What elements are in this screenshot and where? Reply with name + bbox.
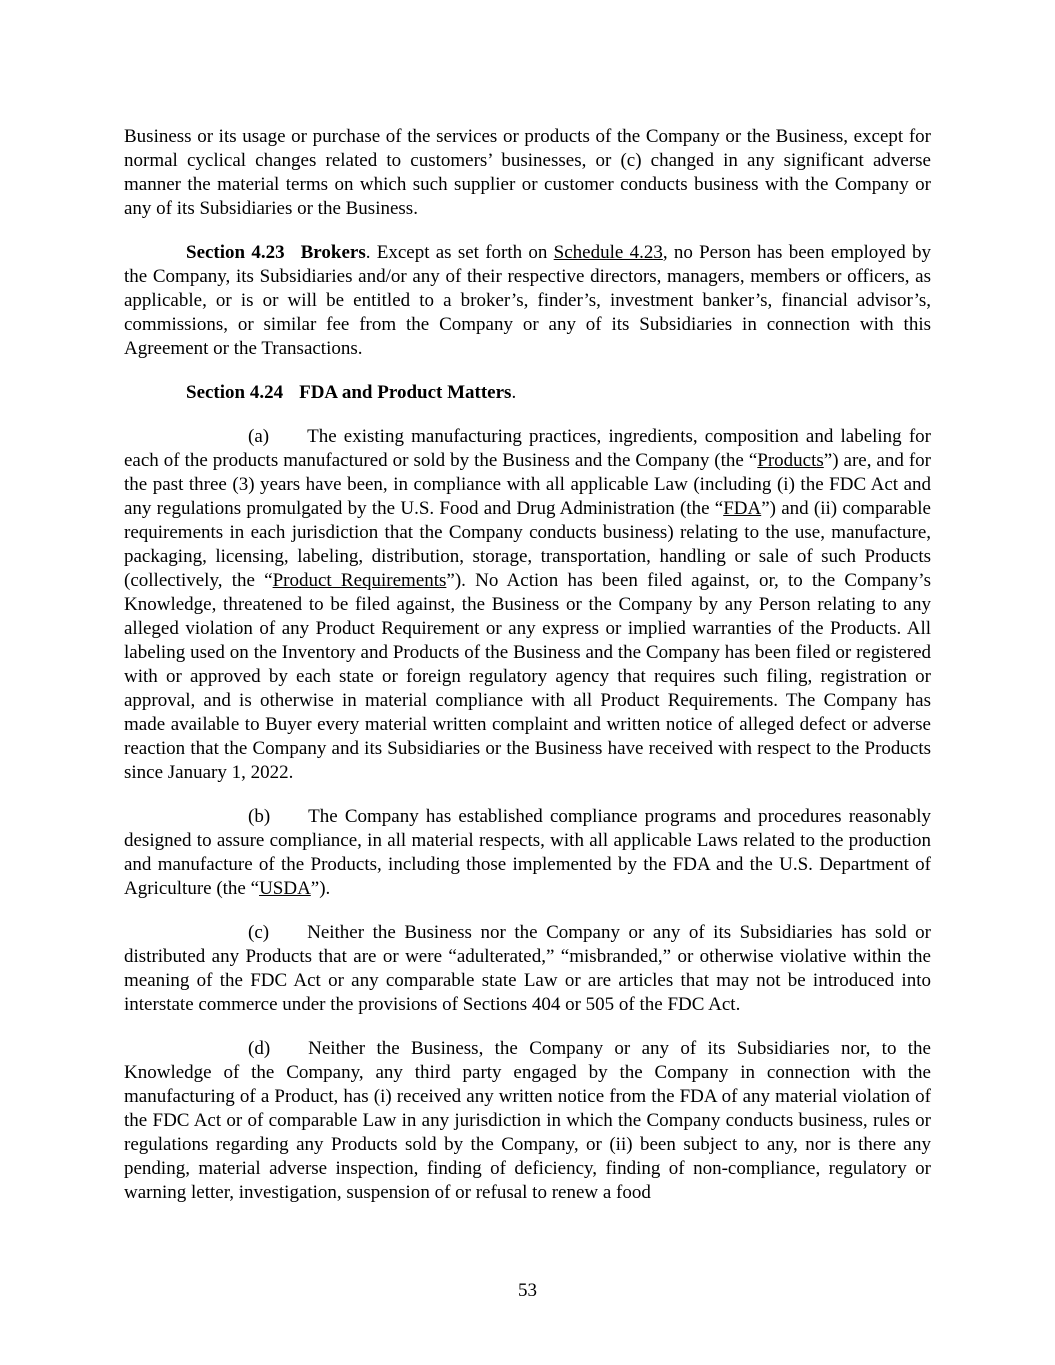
section-4-24-period: . xyxy=(511,382,517,403)
defined-term-fda: FDA xyxy=(723,498,762,519)
schedule-4-23-reference: Schedule 4.23 xyxy=(553,242,663,263)
defined-term-product-requirements: Product Requirements xyxy=(272,570,447,591)
subsection-c-text: Neither the Business nor the Company or any of its Subsidiaries has sold or distributed any Products that are or were “adulterated,” “misbranded,” or otherwise violative within the meaning of the FDC Act or any comparable state Law or are articles that may not be introduced into interstate commerce under the provisions of Sections 404 or 505 of the FDC Act. xyxy=(124,922,931,1015)
section-4-24 xyxy=(124,381,931,405)
subsection-b-text-1: The Company has established compliance programs and procedures reasonably designed to assure compliance, in all material respects, with all applicable Laws related to the production and manufacture of the Products, including those implemented by the FDA and the U.S. Department of Agriculture (the “ xyxy=(124,806,931,899)
page-number: 53 xyxy=(518,1280,537,1301)
subsection-a-text-4: ”). No Action has been filed against, or, to the Company’s Knowledge, threatened to be filed against, the Business or the Company by any Person relating to any alleged violation of any Product Requirement or any express or implied warranties of the Products. All labeling used on the Inventory and Products of the Business and the Company has been filed or registered with or approved by each state or foreign regulatory agency that requires such filing, registration or approval, and is otherwise in material compliance with all Product Requirements. The Company has made available to Buyer every material written complaint and written notice of alleged defect or adverse reaction that the Company and its Subsidiaries or the Business have received with respect to the Products since January 1, 2022. xyxy=(124,570,931,783)
subsection-b-text-2: ”). xyxy=(310,878,331,899)
subsection-c-label: (c) xyxy=(248,922,270,943)
defined-term-usda: USDA xyxy=(259,878,311,899)
section-4-23-number: Section 4.23 xyxy=(186,242,285,263)
paragraph-continued: Business or its usage or purchase of the services or products of the Company or the Business, except for normal cyclical changes related to customers’ businesses, or (c) changed in any significant adverse manner the material terms on which such supplier or customer conducts business with the Company or any of its Subsidiaries or the Business. xyxy=(124,126,931,219)
subsection-a-text-2: ”) are, and for the past three (3) years have been, in compliance with all applicable Law (including (i) the FDC Act and any regulations promulgated by the U.S. Food and Drug Administration (the “ xyxy=(124,450,932,519)
defined-term-products: Products xyxy=(757,450,824,471)
section-4-24-number: Section 4.24 xyxy=(186,382,284,403)
subsection-d-label: (d) xyxy=(248,1038,271,1059)
subsection-b-label: (b) xyxy=(248,806,271,827)
subsection-a-text-1: The existing manufacturing practices, ingredients, composition and labeling for each of the products manufactured or sold by the Business and the Company (the “ xyxy=(124,426,931,471)
section-4-24-title: FDA and Product Matters xyxy=(299,382,512,403)
subsection-c xyxy=(124,921,931,1017)
subsection-a-label: (a) xyxy=(248,426,270,447)
subsection-b xyxy=(124,805,931,901)
section-4-23-text-pre: . Except as set forth on xyxy=(365,242,554,263)
section-4-23-title: Brokers xyxy=(300,242,366,263)
subsection-a-text-3: ”) and (ii) comparable requirements in each jurisdiction that the Company conducts business) relating to the use, manufacture, packaging, licensing, labeling, distribution, storage, transportation, handling or sale of such Products (collectively, the “ xyxy=(124,498,931,591)
section-4-24-heading xyxy=(186,382,511,403)
section-4-23-text-post: , no Person has been employed by the Company, its Subsidiaries and/or any of their respective directors, managers, members or officers, as applicable, or is or will be entitled to a broker’s, finder’s, investment banker’s, financial advisor’s, commissions, or similar fee from the Company or any of its Subsidiaries in connection with this Agreement or the Transactions. xyxy=(124,242,932,359)
subsection-d-text: Neither the Business, the Company or any of its Subsidiaries nor, to the Knowledge of the Company, any third party engaged by the Company in connection with the manufacturing of a Product, has (i) received any written notice from the FDA of any material violation of the FDC Act or of comparable Law in any jurisdiction in which the Company conducts business, rules or regulations regarding any Products sold by the Company, or (ii) been subject to any, nor is there any pending, material adverse inspection, finding of deficiency, finding of non-compliance, regulatory or warning letter, investigation, suspension of or refusal to renew a food xyxy=(124,1038,931,1203)
section-4-23 xyxy=(124,241,931,361)
document-body xyxy=(124,125,931,1225)
subsection-a xyxy=(124,425,931,785)
section-4-23-heading xyxy=(186,242,366,263)
subsection-d xyxy=(124,1037,931,1205)
